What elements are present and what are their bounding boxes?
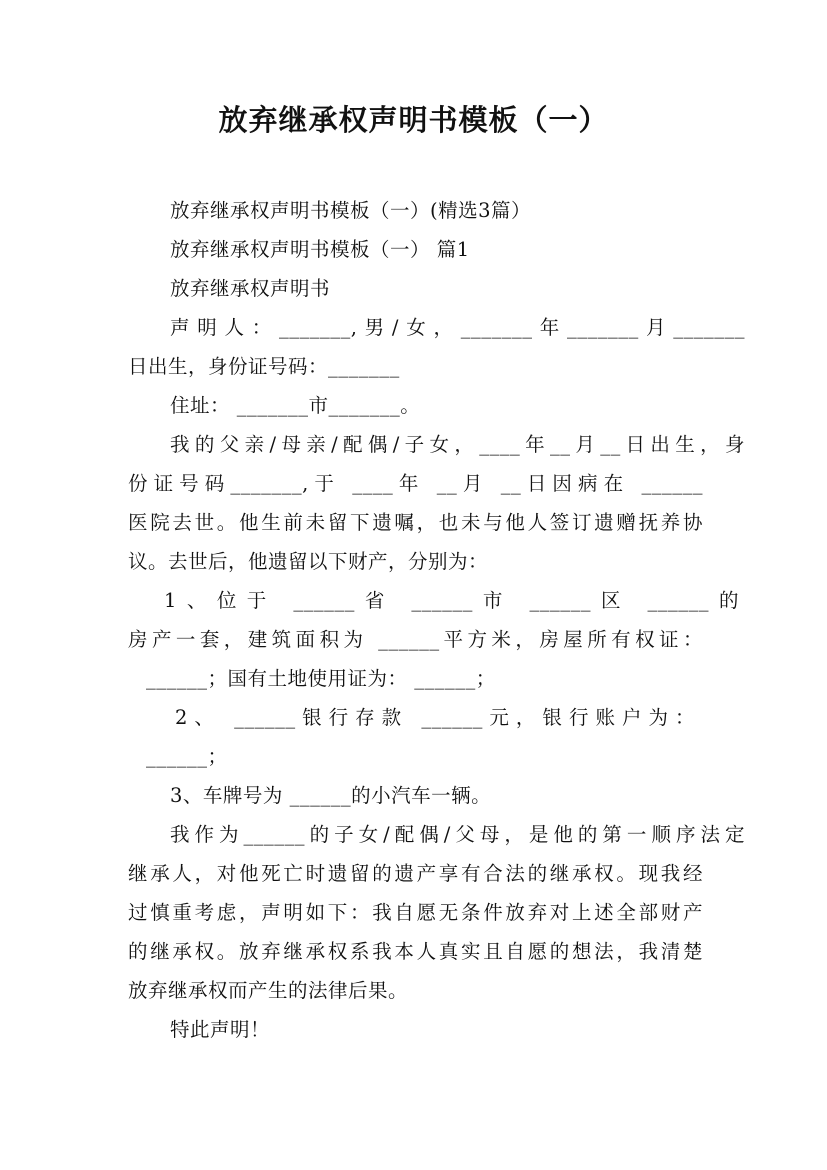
deceased-line-4: 议。去世后，他遗留以下财产，分别为： bbox=[128, 550, 489, 573]
subtitle-collection: 放弃继承权声明书模板（一）(精选3篇） bbox=[170, 199, 532, 222]
subtitle-part-1: 放弃继承权声明书模板（一） 篇1 bbox=[170, 238, 470, 261]
property-item-1-line-3: ______；国有土地使用证为： ______； bbox=[146, 667, 496, 690]
property-item-2-line-1: 2、 ______银行存款 ______元，银行账户为： bbox=[175, 706, 695, 729]
statement-line-1: 我作为______的子女/配偶/父母，是他的第一顺序法定 bbox=[170, 823, 745, 846]
property-item-1-line-1: 1、位于 ______省 ______市 ______区 ______的 bbox=[164, 589, 739, 612]
address-line: 住址： _______市_______。 bbox=[170, 394, 421, 417]
declarant-line: 声明人：_______,男/女，_______年_______月_______ bbox=[170, 316, 745, 339]
statement-line-3: 过慎重考虑，声明如下：我自愿无条件放弃对上述全部财产 bbox=[128, 901, 703, 924]
property-item-3-line: 3、车牌号为 ______的小汽车一辆。 bbox=[170, 784, 492, 807]
property-item-2-line-2: ______； bbox=[146, 745, 228, 768]
statement-line-2: 继承人，对他死亡时遗留的遗产享有合法的继承权。现我经 bbox=[128, 862, 703, 885]
closing-line: 特此声明！ bbox=[170, 1018, 271, 1041]
deceased-line-3: 医院去世。他生前未留下遗嘱，也未与他人签订遗赠抚养协 bbox=[128, 511, 703, 534]
document-title: 放弃继承权声明书模板（一） bbox=[218, 103, 609, 137]
deceased-line-1: 我的父亲/母亲/配偶/子女，____年__月__日出生，身 bbox=[170, 433, 745, 456]
statement-line-5: 放弃继承权而产生的法律后果。 bbox=[128, 979, 409, 1002]
declaration-heading: 放弃继承权声明书 bbox=[170, 277, 331, 300]
deceased-line-2: 份证号码_______,于 ____年 __月 __日因病在 ______ bbox=[128, 472, 703, 495]
statement-line-4: 的继承权。放弃继承权系我本人真实且自愿的想法，我清楚 bbox=[128, 940, 703, 963]
declarant-birth-id-line: 日出生，身份证号码：_______ bbox=[128, 355, 400, 378]
property-item-1-line-2: 房产一套，建筑面积为 ______平方米，房屋所有权证： bbox=[128, 628, 703, 651]
